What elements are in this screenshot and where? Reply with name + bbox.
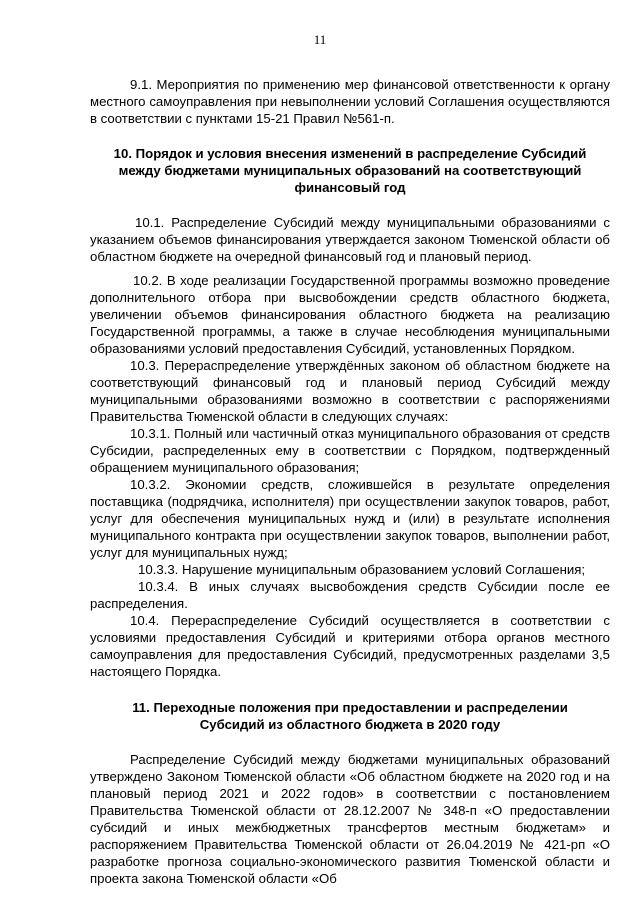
- paragraph-10-1: 10.1. Распределение Субсидий между муниципальными образованиями с указанием объемов финансирования утверждается законом Тюменской области об областном бюджете на очередной финансовый год и плановый период.: [90, 215, 610, 264]
- page-number: 11: [313, 32, 327, 47]
- paragraph-10-3: 10.3. Перераспределение утверждённых законом об областном бюджете на соответствующий финансовый год и плановый период Субсидий между муниципальными образованиями возможно в соответствии с распоряжениями Правительства Тюменской области в следующих случаях:: [90, 358, 610, 424]
- document-body: [90, 76, 610, 887]
- paragraph-10-3-1: 10.3.1. Полный или частичный отказ муниципального образования от средств Субсидии, распределенных ему в соответствии с Порядком, подтвержденный обращением муниципального образования;: [90, 426, 610, 475]
- paragraph-10-4: 10.4. Перераспределение Субсидий осуществляется в соответствии с условиями предоставления Субсидий и критериями отбора органов местного самоуправления для предоставления Субсидий, предусмотренных разделами 3,5 настоящего Порядка.: [90, 613, 610, 679]
- paragraph-9-1: 9.1. Мероприятия по применению мер финансовой ответственности к органу местного самоуправления при невыполнении условий Соглашения осуществляются в соответствии с пунктами 15-21 Правил №561-п.: [90, 77, 610, 126]
- section-11-heading: 11. Переходные положения при предоставлении и распределении Субсидий из областного бюджета в 2020 году: [132, 700, 568, 732]
- paragraph-10-2: 10.2. В ходе реализации Государственной программы возможно проведение дополнительного отбора при высвобождении средств областного бюджета, увеличении объемов финансирования областного бюджета на реализацию Государственной программы, а также в случае несоблюдения муниципальными образованиями условий предоставления Субсидий, установленных Порядком.: [90, 273, 610, 356]
- section-10-heading: 10. Порядок и условия внесения изменений в распределение Субсидий между бюджетами муниципальных образований на соответствующий финансовый год: [113, 146, 587, 195]
- paragraph-10-3-4: 10.3.4. В иных случаях высвобождения средств Субсидии после ее распределения.: [90, 579, 610, 611]
- paragraph-10-3-2: 10.3.2. Экономии средств, сложившейся в результате определения поставщика (подрядчика, исполнителя) при осуществлении закупок товаров, работ, услуг для обеспечения муниципальных нужд и (или) в результате исполнения муниципального контракта при осуществлении закупок товаров, выполнении работ, услуг для муниципальных нужд;: [90, 477, 610, 560]
- paragraph-10-3-3: 10.3.3. Нарушение муниципальным образованием условий Соглашения;: [138, 562, 586, 577]
- paragraph-11: Распределение Субсидий между бюджетами муниципальных образований утверждено Законом Тюменской области «Об областном бюджете на 2020 год и на плановый период 2021 и 2022 годов» в соответствии с постановлением Правительства Тюменской области от 28.12.2007 № 348-п «О предоставлении субсидий и иных межбюджетных трансфертов местным бюджетам» и распоряжением Правительства Тюменской области от 26.04.2019 № 421-рп «О разработке прогноза социально-экономического развития Тюменской области и проекта закона Тюменской области «Об: [90, 752, 610, 886]
